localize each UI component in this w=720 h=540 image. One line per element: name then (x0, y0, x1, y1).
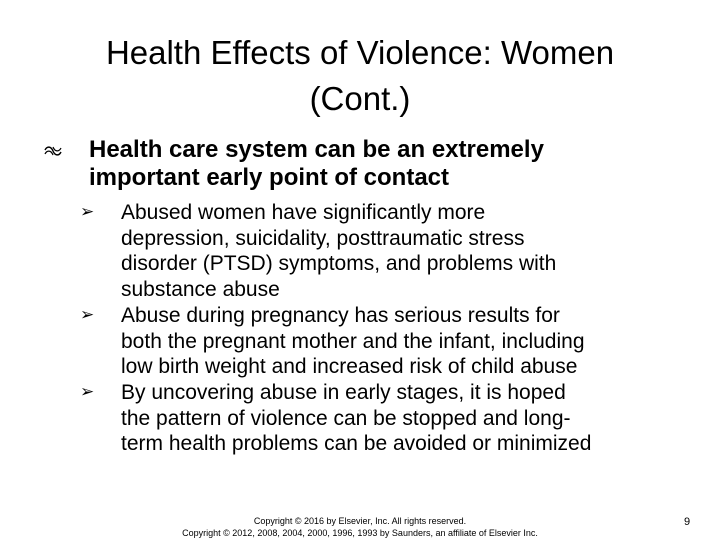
slide-title (40, 30, 680, 122)
title-line: (Cont.) (309, 80, 411, 117)
text-line: low birth weight and increased risk of child abuse (121, 355, 578, 379)
text-line: substance abuse (121, 278, 280, 302)
title-line: Health Effects of Violence: Women (105, 34, 615, 71)
sub-bullet (80, 380, 680, 457)
text-line: depression, suicidality, posttraumatic stress (121, 226, 525, 250)
arrow-bullet-icon: ➢ (80, 381, 95, 402)
text-line: term health problems can be avoided or minimized (121, 432, 592, 456)
text-line: important early point of contact (89, 164, 450, 191)
copyright-footer (130, 515, 590, 539)
page-number: 9 (684, 516, 691, 528)
copyright-line: Copyright © 2016 by Elsevier, Inc. All rights reserved. (253, 516, 467, 526)
sub-bullet (80, 303, 680, 380)
text-line: By uncovering abuse in early stages, it is hoped (121, 380, 566, 404)
arrow-bullet-icon: ➢ (80, 304, 95, 325)
sub-bullet-list (80, 200, 680, 457)
copyright-line: Copyright © 2012, 2008, 2004, 2000, 1996, 1993 by Saunders, an affiliate of Elsevier Inc. (182, 528, 538, 538)
arrow-bullet-icon: ➢ (80, 202, 95, 222)
text-line: disorder (PTSD) symptoms, and problems with (121, 252, 557, 276)
bullet-icon (44, 144, 62, 158)
text-line: both the pregnant mother and the infant, including (121, 329, 585, 353)
sub-bullet (80, 200, 680, 303)
text-line: the pattern of violence can be stopped and long- (121, 406, 571, 430)
text-line: Health care system can be an extremely (89, 136, 544, 163)
main-bullet-text (89, 136, 679, 192)
text-line: Abused women have significantly more (121, 201, 486, 224)
text-line: Abuse during pregnancy has serious results for (121, 303, 560, 327)
